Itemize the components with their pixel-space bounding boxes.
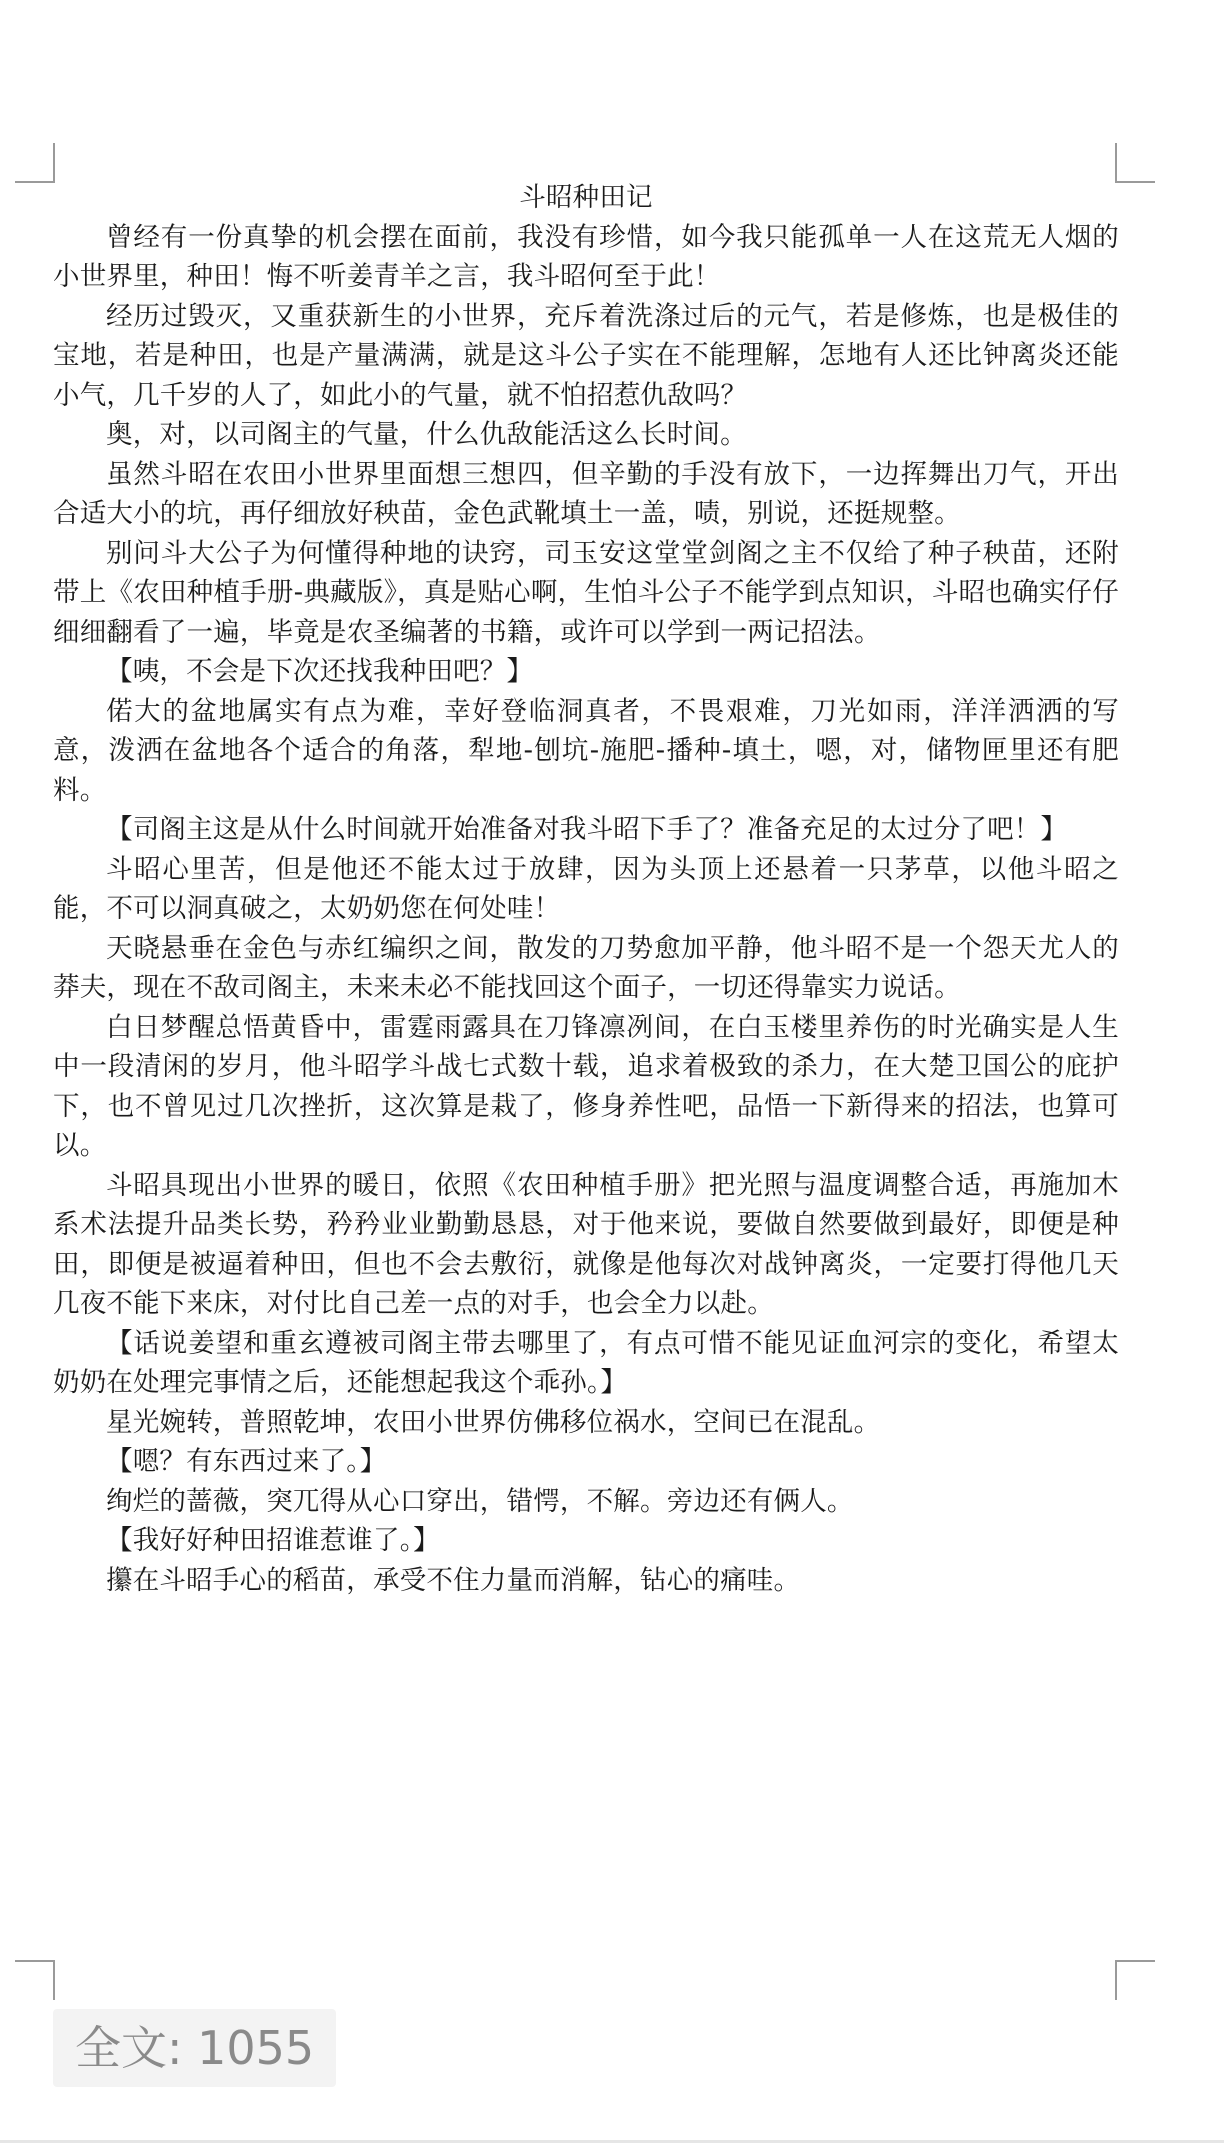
document-body	[53, 178, 1119, 1600]
word-count-label: 全文:	[75, 2021, 198, 2075]
paragraph: 天晓悬垂在金色与赤红编织之间，散发的刀势愈加平静，他斗昭不是一个怨天尤人的莽夫，现在不敌司阁主，未来未必不能找回这个面子，一切还得靠实力说话。	[53, 932, 1119, 1003]
paragraph: 经历过毁灭，又重获新生的小世界，充斥着洗涤过后的元气，若是修炼，也是极佳的宝地，若是种田，也是产量满满，就是这斗公子实在不能理解，怎地有人还比钟离炎还能小气，几千岁的人了，如此小的气量，就不怕招惹仇敌吗？	[53, 300, 1119, 411]
paragraph: 【话说姜望和重玄遵被司阁主带去哪里了，有点可惜不能见证血河宗的变化，希望太奶奶在处理完事情之后，还能想起我这个乖孙。】	[53, 1327, 1119, 1398]
paragraph: 别问斗大公子为何懂得种地的诀窍，司玉安这堂堂剑阁之主不仅给了种子秧苗，还附带上《农田种植手册-典藏版》，真是贴心啊，生怕斗公子不能学到点知识，斗昭也确实仔仔细细翻看了一遍，毕竟是农圣编著的书籍，或许可以学到一两记招法。	[53, 537, 1119, 648]
word-count-value: 1055	[197, 2021, 315, 2075]
paragraph: 【咦，不会是下次还找我种田吧？】	[106, 656, 534, 687]
paragraph: 白日梦醒总悟黄昏中，雷霆雨露具在刀锋凛冽间，在白玉楼里养伤的时光确实是人生中一段清闲的岁月，他斗昭学斗战七式数十载，追求着极致的杀力，在大楚卫国公的庇护下，也不曾见过几次挫折，这次算是栽了，修身养性吧，品悟一下新得来的招法，也算可以。	[53, 1011, 1119, 1161]
paragraph: 斗昭具现出小世界的暖日，依照《农田种植手册》把光照与温度调整合适，再施加木系术法提升品类长势，矜矜业业勤勤恳恳，对于他来说，要做自然要做到最好，即便是种田，即便是被逼着种田，但也不会去敷衍，就像是他每次对战钟离炎，一定要打得他几天几夜不能下来床，对付比自己差一点的对手，也会全力以赴。	[53, 1169, 1119, 1319]
paragraph: 偌大的盆地属实有点为难，幸好登临洞真者，不畏艰难，刀光如雨，洋洋洒洒的写意，泼洒在盆地各个适合的角落，犁地-刨坑-施肥-播种-填土，嗯，对，储物匣里还有肥料。	[53, 695, 1119, 806]
paragraph: 斗昭心里苦，但是他还不能太过于放肆，因为头顶上还悬着一只茅草，以他斗昭之能，不可以洞真破之，太奶奶您在何处哇！	[53, 853, 1119, 924]
paragraph: 曾经有一份真挚的机会摆在面前，我没有珍惜，如今我只能孤单一人在这荒无人烟的小世界里，种田！悔不听姜青羊之言，我斗昭何至于此！	[53, 221, 1119, 292]
paragraph: 攥在斗昭手心的稻苗，承受不住力量而消解，钻心的痛哇。	[106, 1564, 801, 1596]
page-corner-mark-bottom-left	[15, 1960, 55, 2000]
paragraph: 绚烂的蔷薇，突兀得从心口穿出，错愕，不解。旁边还有俩人。	[106, 1485, 854, 1517]
paragraph: 星光婉转，普照乾坤，农田小世界仿佛移位祸水，空间已在混乱。	[106, 1406, 881, 1438]
page-corner-mark-top-left	[15, 143, 55, 183]
word-count-badge	[53, 2009, 336, 2087]
paragraph: 【司阁主这是从什么时间就开始准备对我斗昭下手了？准备充足的太过分了吧！】	[106, 814, 1068, 845]
paragraph: 【我好好种田招谁惹谁了。】	[106, 1525, 440, 1556]
paragraph: 【嗯？有东西过来了。】	[106, 1446, 387, 1477]
document-title: 斗昭种田记	[519, 182, 653, 213]
page-corner-mark-top-right	[1115, 143, 1155, 183]
page-corner-mark-bottom-right	[1115, 1960, 1155, 2000]
paragraph: 奥，对，以司阁主的气量，什么仇敌能活这么长时间。	[106, 419, 747, 450]
paragraph: 虽然斗昭在农田小世界里面想三想四，但辛勤的手没有放下，一边挥舞出刀气，开出合适大小的坑，再仔细放好秧苗，金色武靴填土一盖，啧，别说，还挺规整。	[53, 458, 1119, 529]
